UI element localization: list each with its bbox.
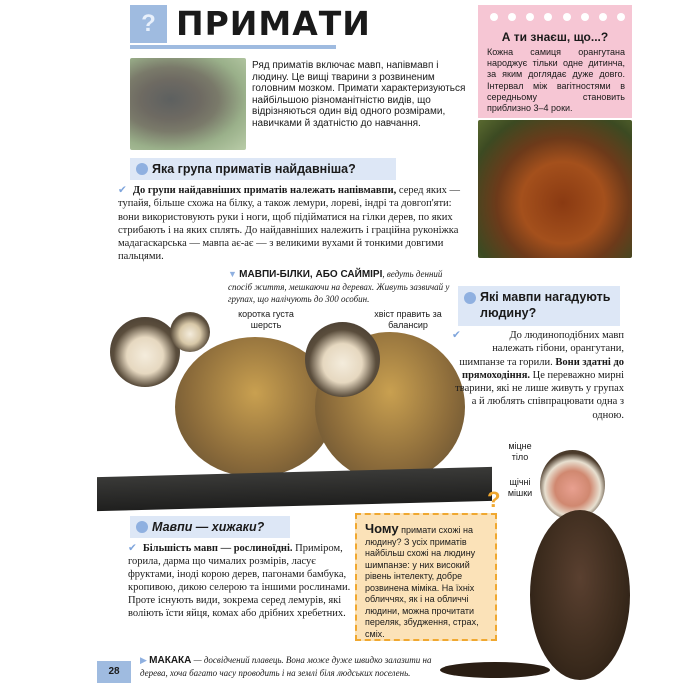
question-mark-icon: ?: [487, 487, 501, 512]
baboon-photo: [130, 58, 246, 150]
macaque-body: [530, 510, 630, 680]
section-heading-predators: Мавпи — хижаки?: [130, 516, 290, 538]
intro-text: Ряд приматів включає мавп, напівмавп і людину. Це вищі тварини з розвиненим головним мозком. Примати характеризуються найбільшою різноманітністю видів, що відрізняються один від одного розмірами, навичками й здатністю до навчання.: [252, 60, 466, 129]
label-tail: хвіст править за балансир: [374, 309, 442, 330]
check-icon: ✔: [452, 329, 461, 341]
notepad-holes: [490, 13, 625, 21]
page-number: 28: [97, 661, 131, 683]
label-body: міцне тіло: [508, 441, 532, 462]
did-you-know-text: Кожна самиця орангутана народжує тільки одне дитинча, за яким доглядає дуже довго. Інтервал між вагітностями в середньому становить приблизно 3–4 роки.: [487, 47, 625, 114]
macaque-head: [540, 450, 605, 520]
did-you-know-title: А ти знаєш, що...?: [501, 30, 609, 44]
title-underline: [130, 45, 336, 49]
why-box: [355, 513, 497, 641]
label-cheeks: щічні мішки: [507, 477, 533, 498]
label-fur: коротка густа шерсть: [238, 309, 294, 330]
baby-monkey-head: [170, 312, 210, 352]
check-icon: ✔: [128, 542, 137, 554]
page-title: ПРИМАТИ: [176, 4, 371, 43]
question-icon: ?: [130, 5, 167, 43]
squirrel-monkey-head: [305, 322, 380, 397]
section-text-oldest: ✔ До групи найдавніших приматів належать напівмавпи, серед яких — тупайя, більше схожа на білку, а також лемури, лореві, індрі та довгоп'яти: вони використовують руки і ноги, щоб підійматися на гілки дерев, по яких стрибають і на яких сплять. До найдавніших належить і граційна руконіжка мадагаскарська — мавпа ає-ає — з великими вухами й тонкими довгими пальцями.: [118, 184, 461, 263]
section-heading-oldest: Яка група приматів найдавніша?: [130, 158, 396, 180]
section-text-predators: ✔ Більшість мавп — рослиноїдні. Приміром, горила, дарма що чималих розмірів, ласує фруктами, іноді корою дерев, пагонами бамбука, кропивою, дикою селерою та іншими рослинами. Проте існують види, зокрема серед лемурів, які воліють їсти яйця, комах або дрібних хребетних.: [128, 542, 351, 619]
triangle-icon: ▼: [228, 269, 237, 279]
macaque-tail: [440, 662, 550, 678]
caption-saimiri: ▼ МАВПИ-БІЛКИ, АБО САЙМІРІ, ведуть денний спосіб життя, мешкаючи на деревах. Живуть зазвичай у групах, що налічують до 300 особин.: [228, 269, 450, 304]
caption-macaca: ▶ МАКАКА — досвідчений плавець. Вона може дуже швидко залазити на дерева, хоча багато часу проводить і на землі біля людських поселень.: [140, 655, 432, 678]
triangle-icon: ▶: [140, 655, 147, 665]
did-you-know-box: [478, 5, 632, 118]
section-heading-humanlike: Які мавпи нагадують людину?: [458, 286, 620, 326]
orangutan-photo: [478, 120, 632, 258]
check-icon: ✔: [118, 184, 127, 196]
why-box-text: Чому примати схожі на людину? З усіх приматів найбільш схожі на людину шимпанзе: у них високий рівень інтелекту, добре розвинена міміка. На їхніх обличчях, як і на обличчі людини, можна прочитати переляк, збудження, страх, сміх.: [365, 521, 479, 639]
section-text-humanlike: ✔ До людиноподібних мавп належать гібони, орангутани, шимпанзе та горили. Вони здатні до прямоходіння. Це переважно мирні тварини, які не лише живуть у групах а й люблять співпрацювати одна з одною.: [452, 329, 624, 421]
